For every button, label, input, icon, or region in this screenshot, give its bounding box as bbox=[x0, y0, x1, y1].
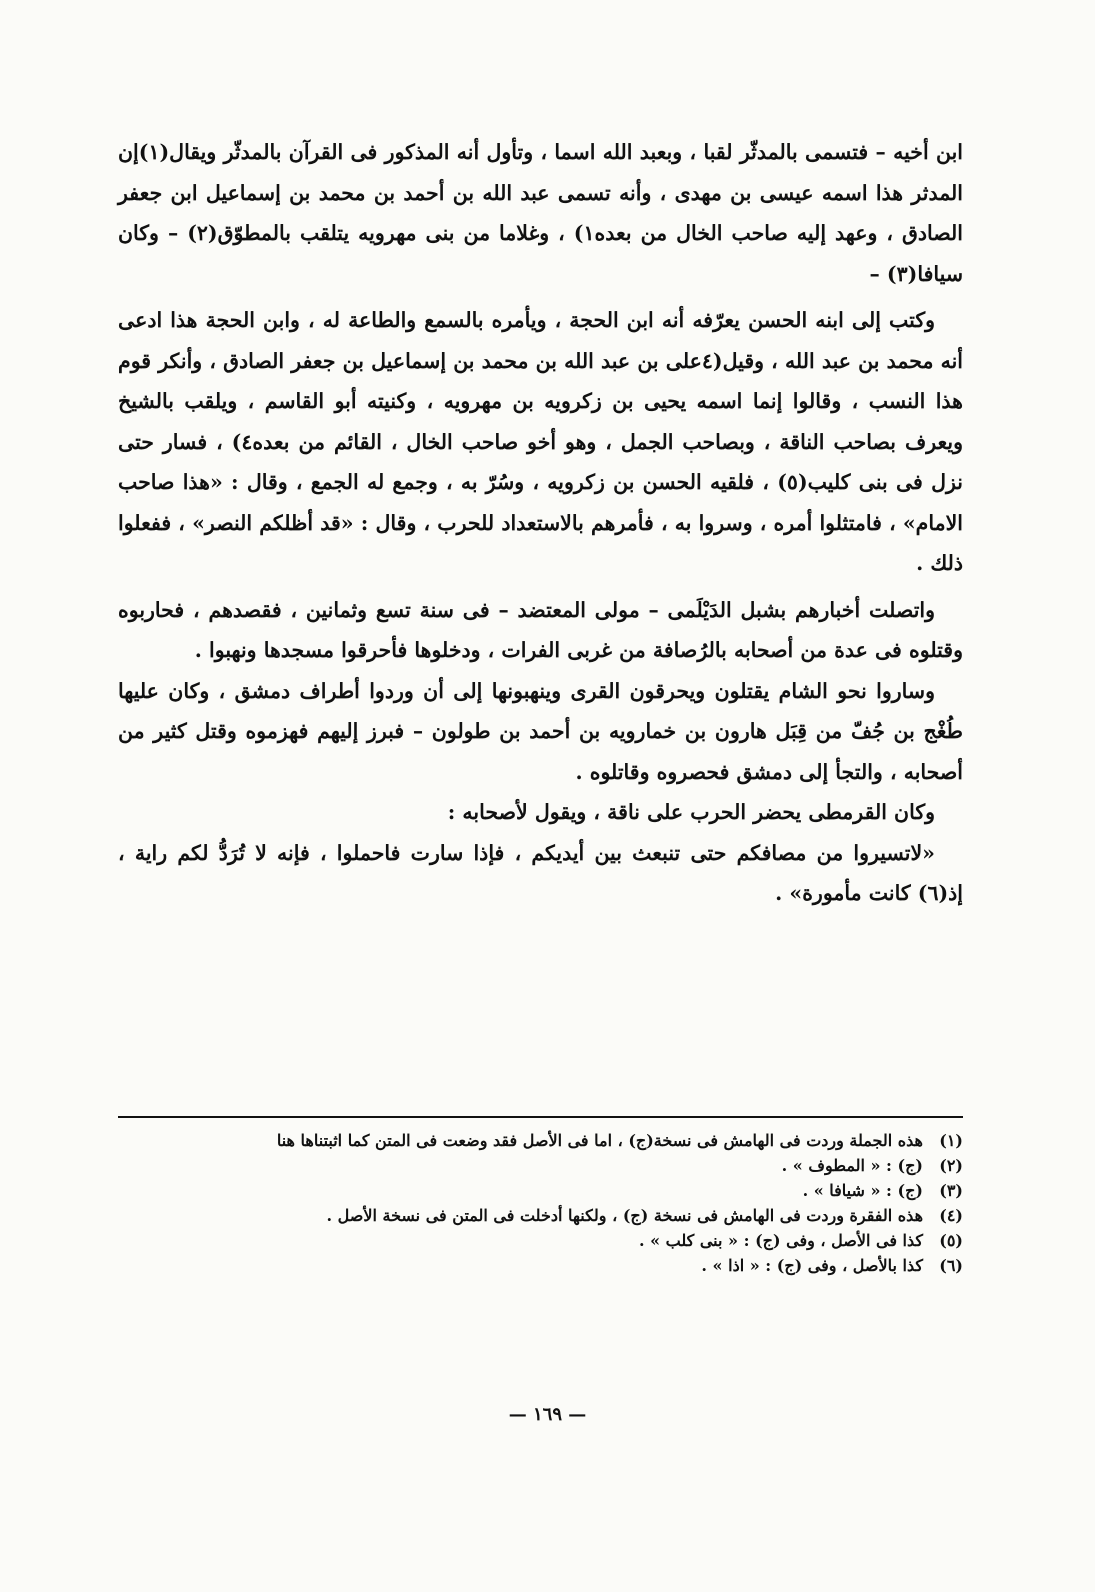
footnote-text: كذا فى الأصل ، وفى (ج) : « بنى كلب » . bbox=[638, 1231, 923, 1250]
paragraph: ابن أخيه – فتسمى بالمدثّر لقبا ، وبعبد الله اسما ، وتأول أنه المذكور فى القرآن بالمدثّر ويقال(١)إن المدثر هذا اسمه عيسى بن مهدى ، وأنه تسمى عبد الله بن أحمد بن محمد بن إسماعيل ابن جعفر الصادق ، وعهد إليه صاحب الخال من بعده١) ، وغلاما من بنى مهرويه يتلقب بالمطوّق(٢) – وكان سيافا(٣) – bbox=[118, 140, 963, 286]
footnote-text: هذه الجملة وردت فى الهامش فى نسخة(ج) ، اما فى الأصل فقد وضعت فى المتن كما اثبتناها هنا bbox=[276, 1131, 923, 1150]
footnote bbox=[118, 1128, 963, 1153]
paragraph: وكتب إلى ابنه الحسن يعرّفه أنه ابن الحجة ، ويأمره بالسمع والطاعة له ، وابن الحجة هذا ادعى أنه محمد بن عبد الله ، وقيل(٤على بن عبد الله بن محمد بن إسماعيل بن جعفر الصادق ، وأنكر قوم هذا النسب ، وقالوا إنما اسمه يحيى بن زكرويه بن مهرويه ، وكنيته أبو القاسم ، ويلقب بالشيخ ويعرف بصاحب الناقة ، وبصاحب الجمل ، وهو أخو صاحب الخال ، القائم من بعده٤) ، فسار حتى نزل فى بنى كليب(٥) ، فلقيه الحسن بن زكرويه ، وسُرّ به ، وجمع له الجمع ، وقال : «هذا صاحب الامام» ، فامتثلوا أمره ، وسروا به ، فأمرهم بالاستعداد للحرب ، وقال : «قد أظلكم النصر» ، ففعلوا ذلك . bbox=[118, 308, 964, 575]
footnote-number: (٥) bbox=[939, 1231, 963, 1250]
footnote-number: (٢) bbox=[939, 1156, 963, 1175]
footnote-number: (٦) bbox=[939, 1256, 963, 1275]
paragraph: وساروا نحو الشام يقتلون ويحرقون القرى وينهبونها إلى أن وردوا أطراف دمشق ، وكان عليها طُغْج بن جُفّ من قِبَل هارون بن خمارويه بن أحمد بن طولون – فبرز إليهم فهزموه وقتل كثير من أصحابه ، والتجأ إلى دمشق فحصروه وقاتلوه . bbox=[118, 678, 963, 784]
footnote bbox=[118, 1153, 963, 1178]
footnote-text: (ج) : « المطوف » . bbox=[781, 1156, 923, 1175]
paragraph: «لاتسيروا من مصافكم حتى تنبعث بين أيديكم ، فإذا سارت فاحملوا ، فإنه لا تُرَدُّ لكم راية ، إذ(٦) كانت مأمورة» . bbox=[118, 840, 963, 905]
footnote-text: هذه الفقرة وردت فى الهامش فى نسخة (ج) ، ولكنها أدخلت فى المتن فى نسخة الأصل . bbox=[326, 1206, 923, 1225]
footnote bbox=[118, 1203, 963, 1228]
footnote-text: كذا بالأصل ، وفى (ج) : « اذا » . bbox=[701, 1256, 923, 1275]
footnote bbox=[118, 1178, 963, 1203]
footnote bbox=[118, 1228, 963, 1253]
footnote bbox=[118, 1253, 963, 1278]
paragraph: وكان القرمطى يحضر الحرب على ناقة ، ويقول لأصحابه : bbox=[447, 800, 935, 824]
footnote-number: (١) bbox=[939, 1131, 963, 1150]
page-number: — ١٦٩ — bbox=[508, 1404, 587, 1425]
paragraph: واتصلت أخبارهم بشبل الدَيْلَمى – مولى المعتضد – فى سنة تسع وثمانين ، فقصدهم ، فحاربوه وقتلوه فى عدة من أصحابه بالرُصافة من غربى الفرات ، ودخلوها فأحرقوا مسجدها ونهبوا . bbox=[118, 597, 963, 662]
footnotes bbox=[118, 1128, 963, 1278]
footnote-number: (٤) bbox=[939, 1206, 963, 1225]
footnote-number: (٣) bbox=[939, 1181, 963, 1200]
footnote-text: (ج) : « شيافا » . bbox=[802, 1181, 923, 1200]
main-text bbox=[118, 132, 963, 914]
footnote-divider bbox=[118, 1116, 963, 1118]
